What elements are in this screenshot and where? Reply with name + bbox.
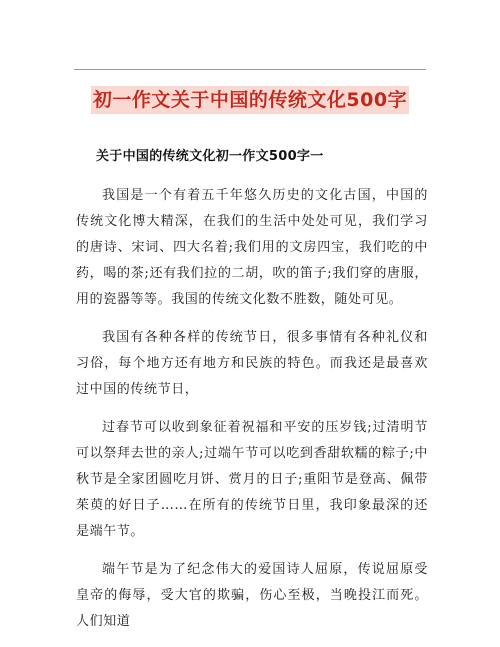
paragraph-4: 端午节是为了纪念伟大的爱国诗人屈原，传说屈原受皇帝的侮辱，受大官的欺骗，伤心至极，当晚投江而死。人们知道: [76, 562, 428, 629]
paragraph-1: 我国是一个有着五千年悠久历史的文化古国，中国的传统文化博大精深，在我们的生活中处处可见，我们学习的唐诗、宋词、四大名着;我们用的文房四宝，我们吃的中药，喝的茶;还有我们拉的二胡，吹的笛子;我们穿的唐服，用的瓷器等等。我国的传统文化数不胜数，随处可见。: [76, 188, 428, 307]
paragraph-3: 过春节可以收到象征着祝福和平安的压岁钱;过清明节可以祭拜去世的亲人;过端午节可以吃到香甜软糯的粽子;中秋节是全家团圆吃月饼、赏月的日子;重阳节是登高、佩带茱萸的好日子……在所有的传统节日里，我印象最深的还是端午节。: [76, 420, 428, 539]
document-title: 初一作文关于中国的传统文化500字: [91, 86, 409, 114]
header-rule: [74, 69, 426, 70]
title-container: [0, 86, 500, 114]
essay-subtitle: 关于中国的传统文化初一作文500字一: [96, 149, 324, 164]
paragraph-2: 我国有各种各样的传统节日，很多事情有各种礼仪和习俗，每个地方还有地方和民族的特色。而我还是最喜欢过中国的传统节日，: [76, 330, 428, 397]
document-body: [76, 146, 428, 647]
